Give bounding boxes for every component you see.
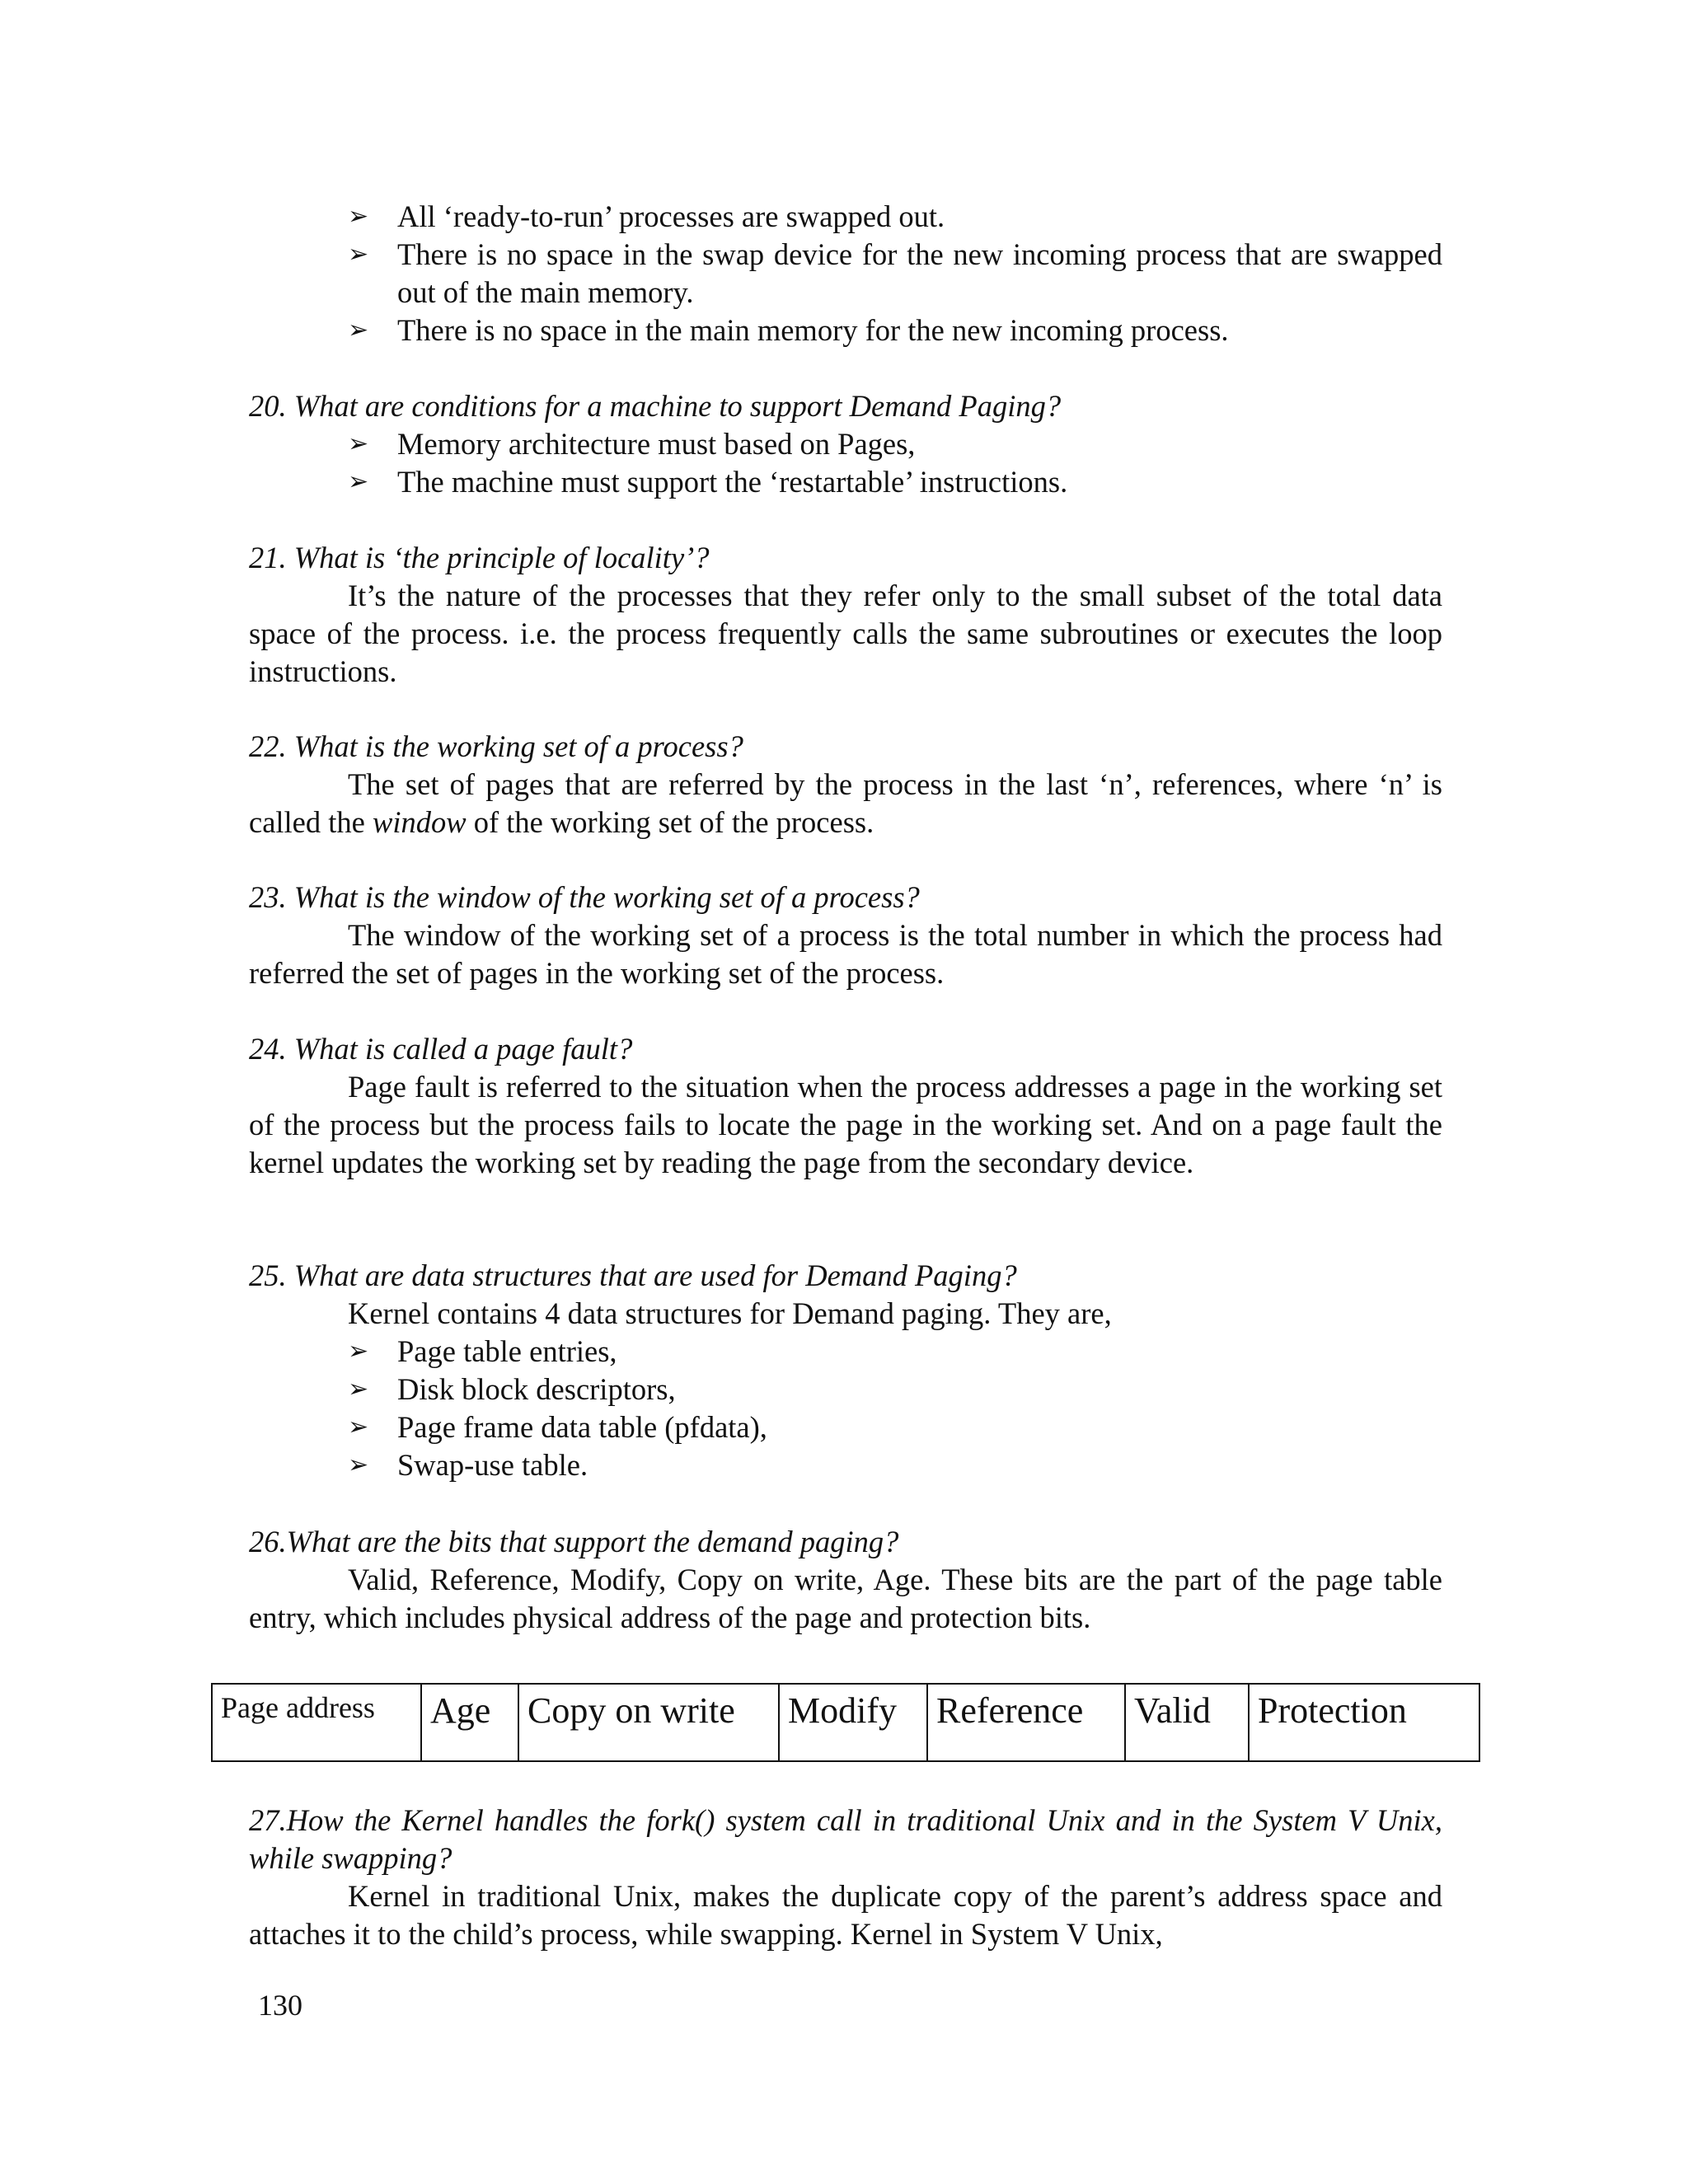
list-item: ➢ Disk block descriptors, xyxy=(348,1371,1442,1408)
answer-paragraph: It’s the nature of the processes that they refer only to the small subset of the total data space of the process. i.e. the process frequently calls the same subroutines or executes the loop instructions. xyxy=(249,579,1442,688)
arrow-bullet-icon: ➢ xyxy=(348,240,369,269)
table-row xyxy=(212,1684,1479,1761)
emphasized-term: window xyxy=(372,805,467,839)
table-cell: Age xyxy=(421,1684,518,1761)
table-cell: Modify xyxy=(779,1684,927,1761)
question-heading: 25. What are data structures that are used for Demand Paging? xyxy=(249,1258,1017,1292)
answer-paragraph: Page fault is referred to the situation when the process addresses a page in the working set of the process but the process fails to locate the page in the working set. And on a page fault the kernel updates the working set by reading the page from the secondary device. xyxy=(249,1070,1442,1179)
table-cell: Valid xyxy=(1125,1684,1249,1761)
table-cell: Protection xyxy=(1249,1684,1479,1761)
question-24 xyxy=(249,1030,1442,1182)
question-heading: 20. What are conditions for a machine to support Demand Paging? xyxy=(249,389,1062,423)
table-cell: Copy on write xyxy=(518,1684,779,1761)
question-25 xyxy=(249,1257,1442,1484)
page-table-entry-table xyxy=(211,1683,1480,1762)
page-number: 130 xyxy=(258,1989,302,2022)
list-item: ➢ Page frame data table (pfdata), xyxy=(348,1408,1442,1446)
question-21 xyxy=(249,539,1442,691)
arrow-bullet-icon: ➢ xyxy=(348,467,369,496)
arrow-bullet-icon: ➢ xyxy=(348,1375,369,1404)
question-heading: 26.What are the bits that support the demand paging? xyxy=(249,1525,899,1558)
question-heading: 24. What is called a page fault? xyxy=(249,1032,633,1066)
question-heading: 22. What is the working set of a process? xyxy=(249,729,743,763)
list-item: ➢ The machine must support the ‘restartable’ instructions. xyxy=(348,463,1442,501)
arrow-bullet-icon: ➢ xyxy=(348,202,369,231)
top-bullet-list xyxy=(249,198,1442,349)
arrow-bullet-icon: ➢ xyxy=(348,1413,369,1441)
arrow-bullet-icon: ➢ xyxy=(348,429,369,458)
list-item: ➢ There is no space in the main memory for the new incoming process. xyxy=(348,312,1442,349)
answer-paragraph: The window of the working set of a process is the total number in which the process had referred the set of pages in the working set of the process. xyxy=(249,918,1442,990)
answer-intro: Kernel contains 4 data structures for Demand paging. They are, xyxy=(348,1296,1112,1330)
question-27 xyxy=(249,1802,1442,1953)
list-item: ➢ Page table entries, xyxy=(348,1333,1442,1371)
list-item: ➢ Swap-use table. xyxy=(348,1446,1442,1484)
arrow-bullet-icon: ➢ xyxy=(348,316,369,344)
list-item: ➢ All ‘ready-to-run’ processes are swapped out. xyxy=(348,198,1442,236)
answer-paragraph: Valid, Reference, Modify, Copy on write, Age. These bits are the part of the page table entry, which includes physical address of the page and protection bits. xyxy=(249,1563,1442,1634)
answer-paragraph: Kernel in traditional Unix, makes the duplicate copy of the parent’s address space and attaches it to the child’s process, while swapping. Kernel in System V Unix, xyxy=(249,1879,1442,1951)
question-23 xyxy=(249,879,1442,992)
question-26 xyxy=(249,1523,1442,1637)
arrow-bullet-icon: ➢ xyxy=(348,1337,369,1366)
question-heading: 27.How the Kernel handles the fork() system call in traditional Unix and in the System V Unix, while swapping? xyxy=(249,1803,1442,1875)
question-heading: 21. What is ‘the principle of locality’? xyxy=(249,541,710,574)
table-cell: Page address xyxy=(212,1684,421,1761)
answer-paragraph: The set of pages that are referred by the process in the last ‘n’, references, where ‘n’ is called the window of the working set of the process. xyxy=(249,767,1442,839)
question-22 xyxy=(249,728,1442,841)
question-20 xyxy=(249,387,1442,501)
list-item: ➢ Memory architecture must based on Pages, xyxy=(348,425,1442,463)
table-cell: Reference xyxy=(927,1684,1125,1761)
question-heading: 23. What is the window of the working set of a process? xyxy=(249,880,920,914)
list-item: ➢ There is no space in the swap device for the new incoming process that are swapped out of the main memory. xyxy=(348,237,1442,309)
arrow-bullet-icon: ➢ xyxy=(348,1451,369,1479)
